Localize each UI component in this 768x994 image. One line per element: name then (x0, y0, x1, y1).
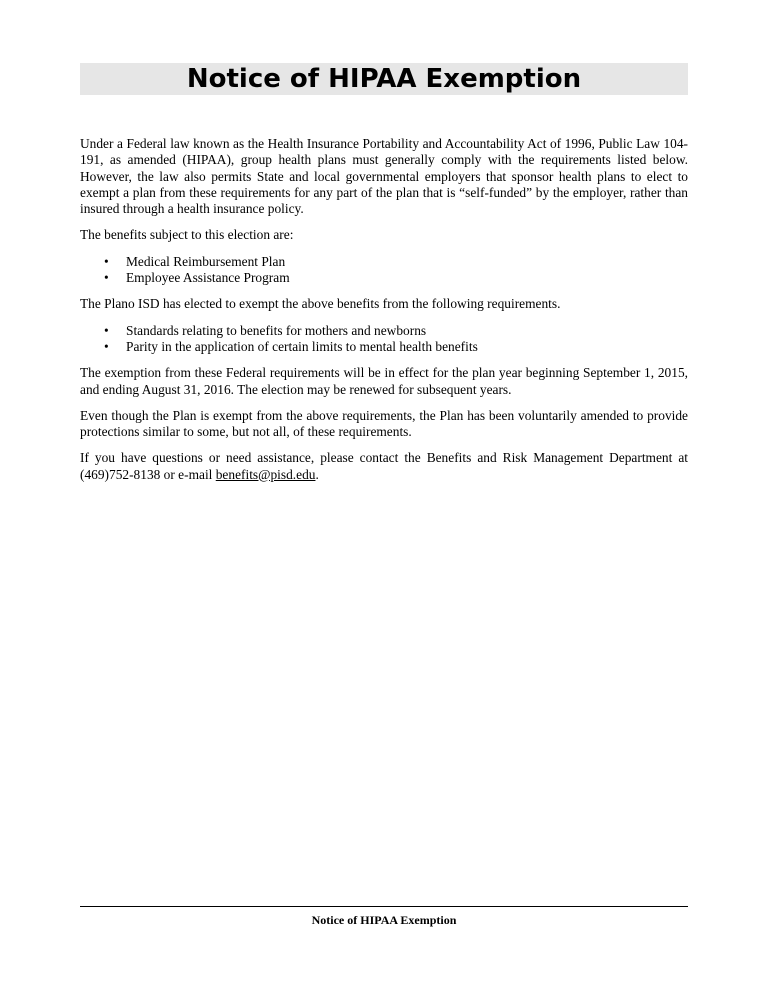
bullet-icon: • (104, 322, 109, 338)
benefit-text: Employee Assistance Program (126, 270, 290, 286)
contact-text: If you have questions or need assistance, please contact the Benefits and Risk Management Department at (469)752-8138 or e-mail (80, 450, 688, 482)
list-item (104, 323, 688, 339)
contact-paragraph (80, 450, 688, 483)
page-title: Notice of HIPAA Exemption (186, 64, 582, 94)
title-banner (80, 63, 688, 95)
bullet-icon: • (104, 338, 109, 354)
bullet-icon: • (104, 270, 109, 286)
voluntary-amendment-paragraph: Even though the Plan is exempt from the above requirements, the Plan has been voluntarily amended to provide protections similar to some, but not all, of these requirements. (80, 407, 688, 440)
page-footer: Notice of HIPAA Exemption (80, 906, 688, 928)
effective-period-paragraph: The exemption from these Federal requirements will be in effect for the plan year beginning September 1, 2015, and ending August 31, 2016. The election may be renewed for subsequent years. (80, 365, 688, 397)
bullet-icon: • (104, 253, 109, 269)
exempt-heading: The Plano ISD has elected to exempt the above benefits from the following requirements. (80, 296, 561, 312)
email-link[interactable]: benefits@pisd.edu (215, 466, 316, 482)
document-body (80, 136, 688, 493)
list-item (104, 254, 688, 270)
list-item (104, 270, 688, 286)
requirement-text: Parity in the application of certain limits to mental health benefits (126, 338, 478, 354)
benefits-heading: The benefits subject to this election are: (80, 227, 294, 243)
requirement-text: Standards relating to benefits for mothers and newborns (126, 322, 427, 338)
intro-paragraph: Under a Federal law known as the Health Insurance Portability and Accountability Act of 1996, Public Law 104-191, as amended (HIPAA), group health plans must generally comply with the requirements listed below. However, the law also permits State and local governmental employers that sponsor health plans to elect to exempt a plan from these requirements for any part of the plan that is “self-funded” by the employer, rather than insured through a health insurance policy. (80, 136, 688, 217)
benefits-list (80, 254, 688, 287)
contact-suffix: . (315, 466, 319, 482)
list-item (104, 339, 688, 355)
requirements-list (80, 323, 688, 356)
benefit-text: Medical Reimbursement Plan (126, 253, 286, 269)
